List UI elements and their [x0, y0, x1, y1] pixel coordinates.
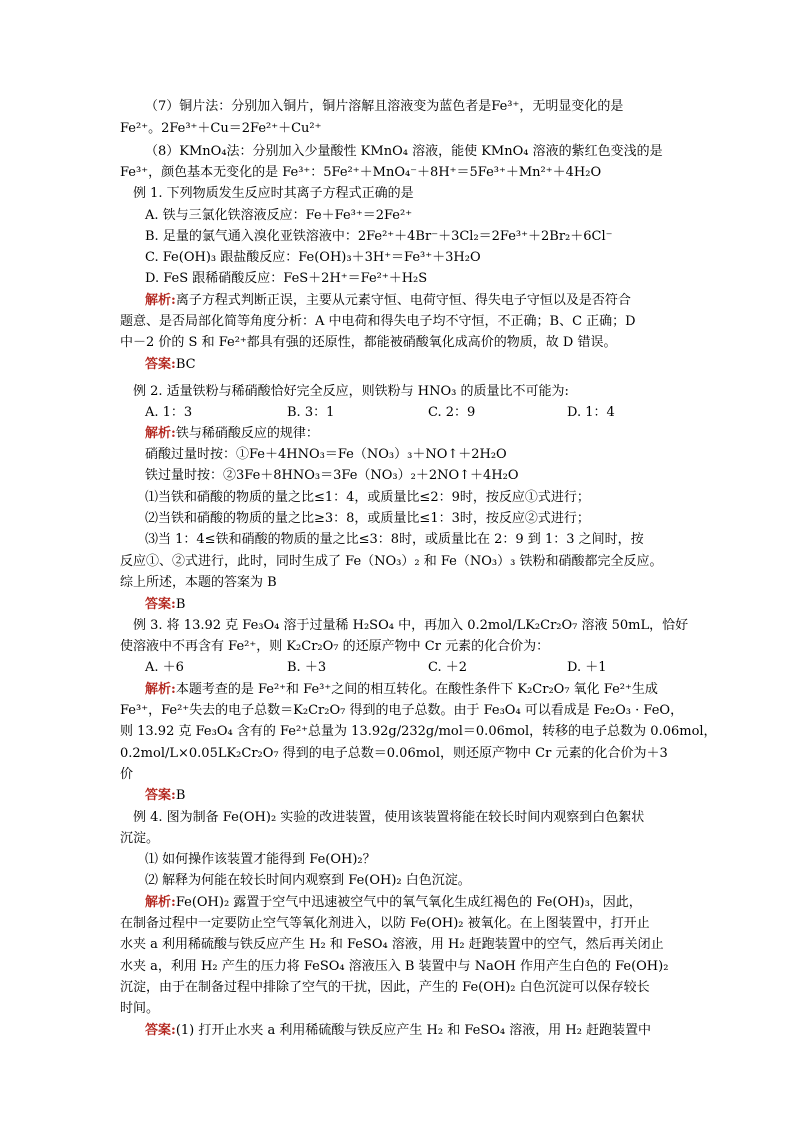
method-7-cont: [0, 120, 794, 138]
answer-label: 答案:: [145, 1023, 176, 1038]
answer-label: 答案:: [145, 788, 176, 803]
answer-text: BC: [175, 357, 196, 372]
example-2-question: 例 2. 适量铁粉与稀硝酸恰好完全反应，则铁粉与 HNO₃ 的质量比不可能为:: [133, 384, 569, 399]
analysis-text: 综上所述，本题的答案为 B: [120, 575, 277, 590]
example-2-option-d: D. 1：4: [567, 405, 615, 420]
analysis-label: 解析:: [145, 426, 176, 441]
example-1-option-c: C. Fe(OH)₃ 跟盐酸反应：Fe(OH)₃＋3H⁺＝Fe³⁺＋3H₂O: [145, 250, 481, 265]
method-8: [0, 143, 794, 161]
example-3-option-b: B. ＋3: [287, 660, 327, 675]
method-7: [0, 98, 794, 116]
example-4-subquestion-2: ⑵ 解释为何能在较长时间内观察到 Fe(OH)₂ 白色沉淀。: [145, 873, 471, 888]
analysis-text: 时间。: [120, 1001, 160, 1016]
analysis-text: 水夹 a，利用 H₂ 产生的压力将 FeSO₄ 溶液压入 B 装置中与 NaOH 作用产生白色的 Fe(OH)₂: [120, 959, 669, 974]
analysis-text: 离子方程式判断正误，主要从元素守恒、电荷守恒、得失电子守恒以及是否符合: [175, 293, 631, 308]
example-1-option-d: D. FeS 跟稀硝酸反应：FeS＋2H⁺＝Fe²⁺＋H₂S: [145, 271, 428, 286]
analysis-text: 铁过量时按：②3Fe＋8HNO₃＝3Fe（NO₃）₂＋2NO↑＋4H₂O: [145, 468, 519, 483]
analysis-text: 0.2mol/L×0.05LK₂Cr₂O₇ 得到的电子总数＝0.06mol，则还原产物中 Cr 元素的化合价为＋3: [120, 746, 668, 761]
analysis-text: 本题考查的是 Fe²⁺和 Fe³⁺之间的相互转化。在酸性条件下 K₂Cr₂O₇ 氧化 Fe²⁺生成: [175, 682, 658, 697]
answer-label: 答案:: [145, 357, 176, 372]
analysis-text: ⑴当铁和硝酸的物质的量之比≤1：4，或质量比≤2：9时，按反应①式进行；: [145, 490, 590, 505]
answer-text: B: [175, 597, 186, 612]
method-8-cont: [0, 164, 794, 182]
analysis-label: 解析:: [145, 293, 176, 308]
analysis-label: 解析:: [145, 682, 176, 697]
analysis-text: 题意、是否局部化简等角度分析：A 中电荷和得失电子均不守恒，不正确；B、C 正确；D: [120, 314, 636, 329]
example-3-option-d: D. ＋1: [567, 660, 607, 675]
analysis-text: 铁与稀硝酸反应的规律：: [175, 426, 319, 441]
example-2-option-a: A. 1：3: [145, 405, 193, 420]
analysis-text: 水夹 a 利用稀硫酸与铁反应产生 H₂ 和 FeSO₄ 溶液，用 H₂ 赶跑装置中的空气，然后再关闭止: [120, 937, 664, 952]
example-3-option-a: A. ＋6: [145, 660, 184, 675]
paragraph-line: （7）铜片法：分别加入铜片，铜片溶解且溶液变为蓝色者是Fe³⁺，无明显变化的是: [145, 99, 624, 114]
analysis-text: Fe(OH)₂ 露置于空气中迅速被空气中的氧气氧化生成红褐色的 Fe(OH)₃，因此，: [175, 895, 642, 910]
analysis-text: 在制备过程中一定要防止空气等氧化剂进入，以防 Fe(OH)₂ 被氧化。在上图装置中，打开止: [120, 916, 650, 931]
example-1-question: 例 1. 下列物质发生反应时其离子方程式正确的是: [133, 186, 414, 201]
example-1-option-a: A. 铁与三氯化铁溶液反应：Fe＋Fe³⁺＝2Fe²⁺: [145, 208, 413, 223]
analysis-text: 中－2 价的 S 和 Fe²⁺都具有强的还原性，都能被硝酸氧化成高价的物质，故 D 错误。: [120, 335, 617, 350]
paragraph-line: Fe²⁺。2Fe³⁺＋Cu＝2Fe²⁺＋Cu²⁺: [120, 121, 322, 136]
example-2-option-c: C. 2：9: [428, 405, 476, 420]
analysis-text: ⑶当 1：4≤铁和硝酸的物质的量之比≤3：8时，或质量比在 2：9 到 1：3 之间时，按: [145, 532, 644, 547]
example-3-question-cont: 使溶液中不再含有 Fe²⁺，则 K₂Cr₂O₇ 的还原产物中 Cr 元素的化合价为：: [120, 639, 550, 654]
analysis-text: 价: [120, 767, 134, 782]
example-3-question: 例 3. 将 13.92 克 Fe₃O₄ 溶于过量稀 H₂SO₄ 中，再加入 0.2mol/LK₂Cr₂O₇ 溶液 50mL，恰好: [133, 618, 689, 633]
example-4-question-cont: 沉淀。: [120, 831, 160, 846]
example-2-option-b: B. 3：1: [287, 405, 335, 420]
answer-text: B: [175, 788, 186, 803]
example-3-option-c: C. ＋2: [428, 660, 468, 675]
analysis-text: 则 13.92 克 Fe₃O₄ 含有的 Fe²⁺总量为 13.92g/232g/mol＝0.06mol，转移的电子总数为 0.06mol，: [120, 724, 717, 739]
analysis-label: 解析:: [145, 895, 176, 910]
analysis-text: ⑵当铁和硝酸的物质的量之比≥3：8，或质量比≤1：3时，按反应②式进行；: [145, 511, 590, 526]
analysis-text: 沉淀，由于在制备过程中排除了空气的干扰，因此，产生的 Fe(OH)₂ 白色沉淀可以保存较长: [120, 980, 650, 995]
answer-text: (1) 打开止水夹 a 利用稀硫酸与铁反应产生 H₂ 和 FeSO₄ 溶液，用 H₂ 赶跑装置中: [175, 1023, 652, 1038]
analysis-text: 反应①、②式进行，此时，同时生成了 Fe（NO₃）₂ 和 Fe（NO₃）₃ 铁粉和硝酸都完全反应。: [120, 554, 663, 569]
answer-label: 答案:: [145, 597, 176, 612]
paragraph-line: Fe³⁺，颜色基本无变化的是 Fe³⁺：5Fe²⁺＋MnO₄⁻＋8H⁺＝5Fe³⁺＋Mn²⁺＋4H₂O: [120, 165, 602, 180]
example-4-question: 例 4. 图为制备 Fe(OH)₂ 实验的改进装置，使用该装置将能在较长时间内观察到白色絮状: [133, 810, 645, 825]
example-4-subquestion-1: ⑴ 如何操作该装置才能得到 Fe(OH)₂？: [145, 852, 376, 867]
analysis-text: 硝酸过量时按：①Fe＋4HNO₃＝Fe（NO₃）₃＋NO↑＋2H₂O: [145, 447, 507, 462]
analysis-text: Fe³⁺，Fe²⁺失去的电子总数＝K₂Cr₂O₇ 得到的电子总数。由于 Fe₃O₄ 可以看成是 Fe₂O₃ · FeO，: [120, 703, 684, 718]
paragraph-line: （8）KMnO₄法：分别加入少量酸性 KMnO₄ 溶液，能使 KMnO₄ 溶液的紫红色变浅的是: [145, 144, 663, 159]
example-1-option-b: B. 足量的氯气通入溴化亚铁溶液中：2Fe²⁺＋4Br⁻＋3Cl₂＝2Fe³⁺＋2Br₂＋6Cl⁻: [145, 229, 613, 244]
